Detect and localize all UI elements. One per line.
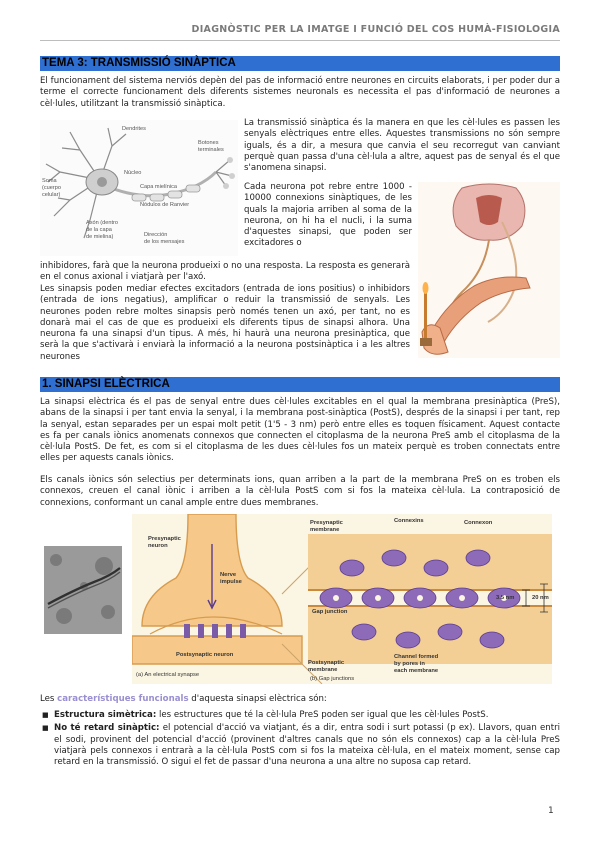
sec1-paragraph-1: La sinapsi elèctrica és el pas de senyal entre dues cèl·lules excitables en el qual la membrana presinàptica (PreS), abans de la sinapsi i per tant envia la senyal, i la membrana post-sinàptica (PostS), després de la sinapsi i per tant, rep la senyal, estan separades per un espai molt petit (1'5 - 3 nm) però entre elles es toquen físicament. Aquest contacte es fa per canals iònics anomenats connexos que connecten el citoplasma de la neurona PreS amb el citoplasma de la cèl·lula PostS. De fet, es com si el citoplasma de les dues cèl·lules fos un mateix perquè es troben connectats entre elles per aquests canals iònics. xyxy=(40,397,560,464)
intro-paragraph: El funcionament del sistema nerviós depèn del pas de informació entre neurones en circuits elaborats, i per poder dur a terme el correcte funcionament dels diferents sistemes neuronals es necessita el pas d'informació de neurones a cèl·lules, utilitzant la transmissió sinàptica. xyxy=(40,76,560,109)
bullet-title: No té retard sinàptic: xyxy=(54,723,160,734)
label-nucleo: Núcleo xyxy=(124,170,142,176)
running-header: DIAGNÒSTIC PER LA IMATGE I FUNCIÓ DEL COS HUMÀ-FISIOLOGIA xyxy=(191,24,560,35)
label-presynaptic-membrane-1: Presynaptic xyxy=(310,520,343,526)
label-dim-35: 3.5 nm xyxy=(496,595,515,601)
label-botons-2: terminales xyxy=(198,147,224,153)
label-channel-3: each membrane xyxy=(394,668,439,674)
label-direccion-1: Dirección xyxy=(144,232,168,238)
list-item xyxy=(40,710,560,721)
electrical-synapse-figure xyxy=(132,514,552,684)
label-connexon: Connexon xyxy=(464,520,493,526)
transmission-paragraph: La transmissió sinàptica és la manera en que les cèl·lules es passen les senyals elèctriques entre elles. Aquestes transmissions no són sempre iguals, és a dir, a mesura que canvia el seu recorregut van canviant perquè quan passa d'una cèl·lula a altre, aquest pas de senyal és el que s'anomena sinapsi. xyxy=(244,118,560,174)
label-botons-1: Botones xyxy=(198,140,219,146)
label-nerve-impulse-2: impulse xyxy=(220,579,242,585)
label-nerve-impulse-1: Nerve xyxy=(220,572,237,578)
features-lead-1: Les xyxy=(40,694,58,704)
label-capa-mielinica: Capa mielínica xyxy=(140,184,177,190)
features-lead xyxy=(40,694,560,705)
section-1-title-bar xyxy=(40,377,560,392)
micrograph-image xyxy=(44,546,122,634)
label-axon-2: de la capa xyxy=(86,227,112,233)
features-lead-accent: característiques funcionals xyxy=(57,694,189,704)
label-axon-1: Axón (dentro xyxy=(86,220,119,226)
label-channel-1: Channel formed xyxy=(394,654,439,660)
label-postsynaptic-neuron: Postsynaptic neuron xyxy=(176,652,234,658)
label-connexins: Connexins xyxy=(394,518,424,524)
bullet-title: Estructura simètrica: xyxy=(54,710,157,720)
bullet-text: el potencial d'acció va viatjant, és a dir, entra sodi i surt potassi (p ex). Llavors, quan entri el sodi, provinent del potencial d'acció (provinent d'altres canals que no són els connexos) cap a la cèl·lula PreS viatjarà pels connexos i entrarà a la cèl·lula PostS com si fos la mateixa cèl·lula, en el mateix moment, sense cap retard en la transmissió. O sigui el fet de passar d'una neurona a una altre no suposa cap retard. xyxy=(54,723,560,768)
label-soma-2: (cuerpo xyxy=(42,185,61,191)
bullet-text: les estructures que té la cèl·lula PreS poden ser igual que les cèl·lules PostS. xyxy=(156,710,489,720)
section-title-bar xyxy=(40,56,560,71)
label-soma-3: celular) xyxy=(42,192,61,198)
caption-a: (a) An electrical synapse xyxy=(136,672,200,678)
label-presynaptic-neuron-2: neuron xyxy=(148,543,168,549)
label-channel-2: by pores in xyxy=(394,661,425,667)
reflex-figure xyxy=(418,182,560,358)
label-postsynaptic-membrane-2: membrane xyxy=(308,667,338,673)
page-number: 1 xyxy=(548,806,554,816)
caption-b: (b) Gap junctions xyxy=(310,676,355,682)
neuron-figure xyxy=(40,120,238,256)
section-1-title: 1. SINAPSI ELÈCTRICA xyxy=(42,378,170,390)
label-nodulos: Nódulos de Ranvier xyxy=(140,202,190,208)
sec1-paragraph-2: Els canals iònics són selectius per determinats ions, quan arriben a la part de la membrana PreS on es troben els connexos, creuen el canal iònic i arriben a la cèl·lula PostS com si fos la mateixa cèl·lula. La contraposició de connexions, conformant un canal ample entre dues membranes. xyxy=(40,475,560,508)
section-title: TEMA 3: TRANSMISSIÓ SINÀPTICA xyxy=(42,57,236,69)
label-direccion-2: de los mensajes xyxy=(144,239,185,245)
label-dendrites: Dendrites xyxy=(122,126,146,132)
features-lead-2: d'aquesta sinapsi elèctrica són: xyxy=(188,694,327,704)
header-rule xyxy=(40,40,560,41)
features-list xyxy=(40,710,560,770)
label-postsynaptic-membrane-1: Postsynaptic xyxy=(308,660,345,666)
label-soma-1: Soma xyxy=(42,178,57,184)
micrograph-drawing xyxy=(44,546,122,634)
connections-paragraph: Cada neurona pot rebre entre 1000 - 10000 connexions sinàptiques, de les quals la majoria arriben al soma de la neurona, on hi ha el nucli, i la suma d'aquestes sinapsi, que poden ser excitadores o xyxy=(244,182,412,249)
label-axon-3: de mielina) xyxy=(86,234,114,240)
label-presynaptic-membrane-2: membrane xyxy=(310,527,340,533)
label-presynaptic-neuron-1: Presynaptic xyxy=(148,536,181,542)
connections-paragraph-cont: inhibidores, farà que la neurona produeixi o no una resposta. La resposta es generarà en el conus axional i viatjarà per l'axó. xyxy=(40,261,410,283)
list-item xyxy=(40,723,560,768)
label-gap-junction: Gap junction xyxy=(312,609,348,615)
label-dim-20: 20 nm xyxy=(532,595,549,601)
reflex-drawing xyxy=(418,182,560,358)
excitatory-paragraph: Les sinapsis poden mediar efectes excitadors (entrada de ions positius) o inhibidors (entrada de ions negatius), amplificar o reduir la transmissió de senyals. Les neurones poden rebre moltes sinapsis però només tenen un axó, per tant, no es donarà mai el cas de que es produeixi els diferents tipus de sinapsi alhora. Una neurona fa una sinapsi d'un tipus. A més, hi haurà una neurona presinàptica, que serà la que s'activarà i enviarà la informació a la neurona postsinàptica i a les altres neurones xyxy=(40,284,410,362)
synapse-drawing xyxy=(132,514,552,684)
